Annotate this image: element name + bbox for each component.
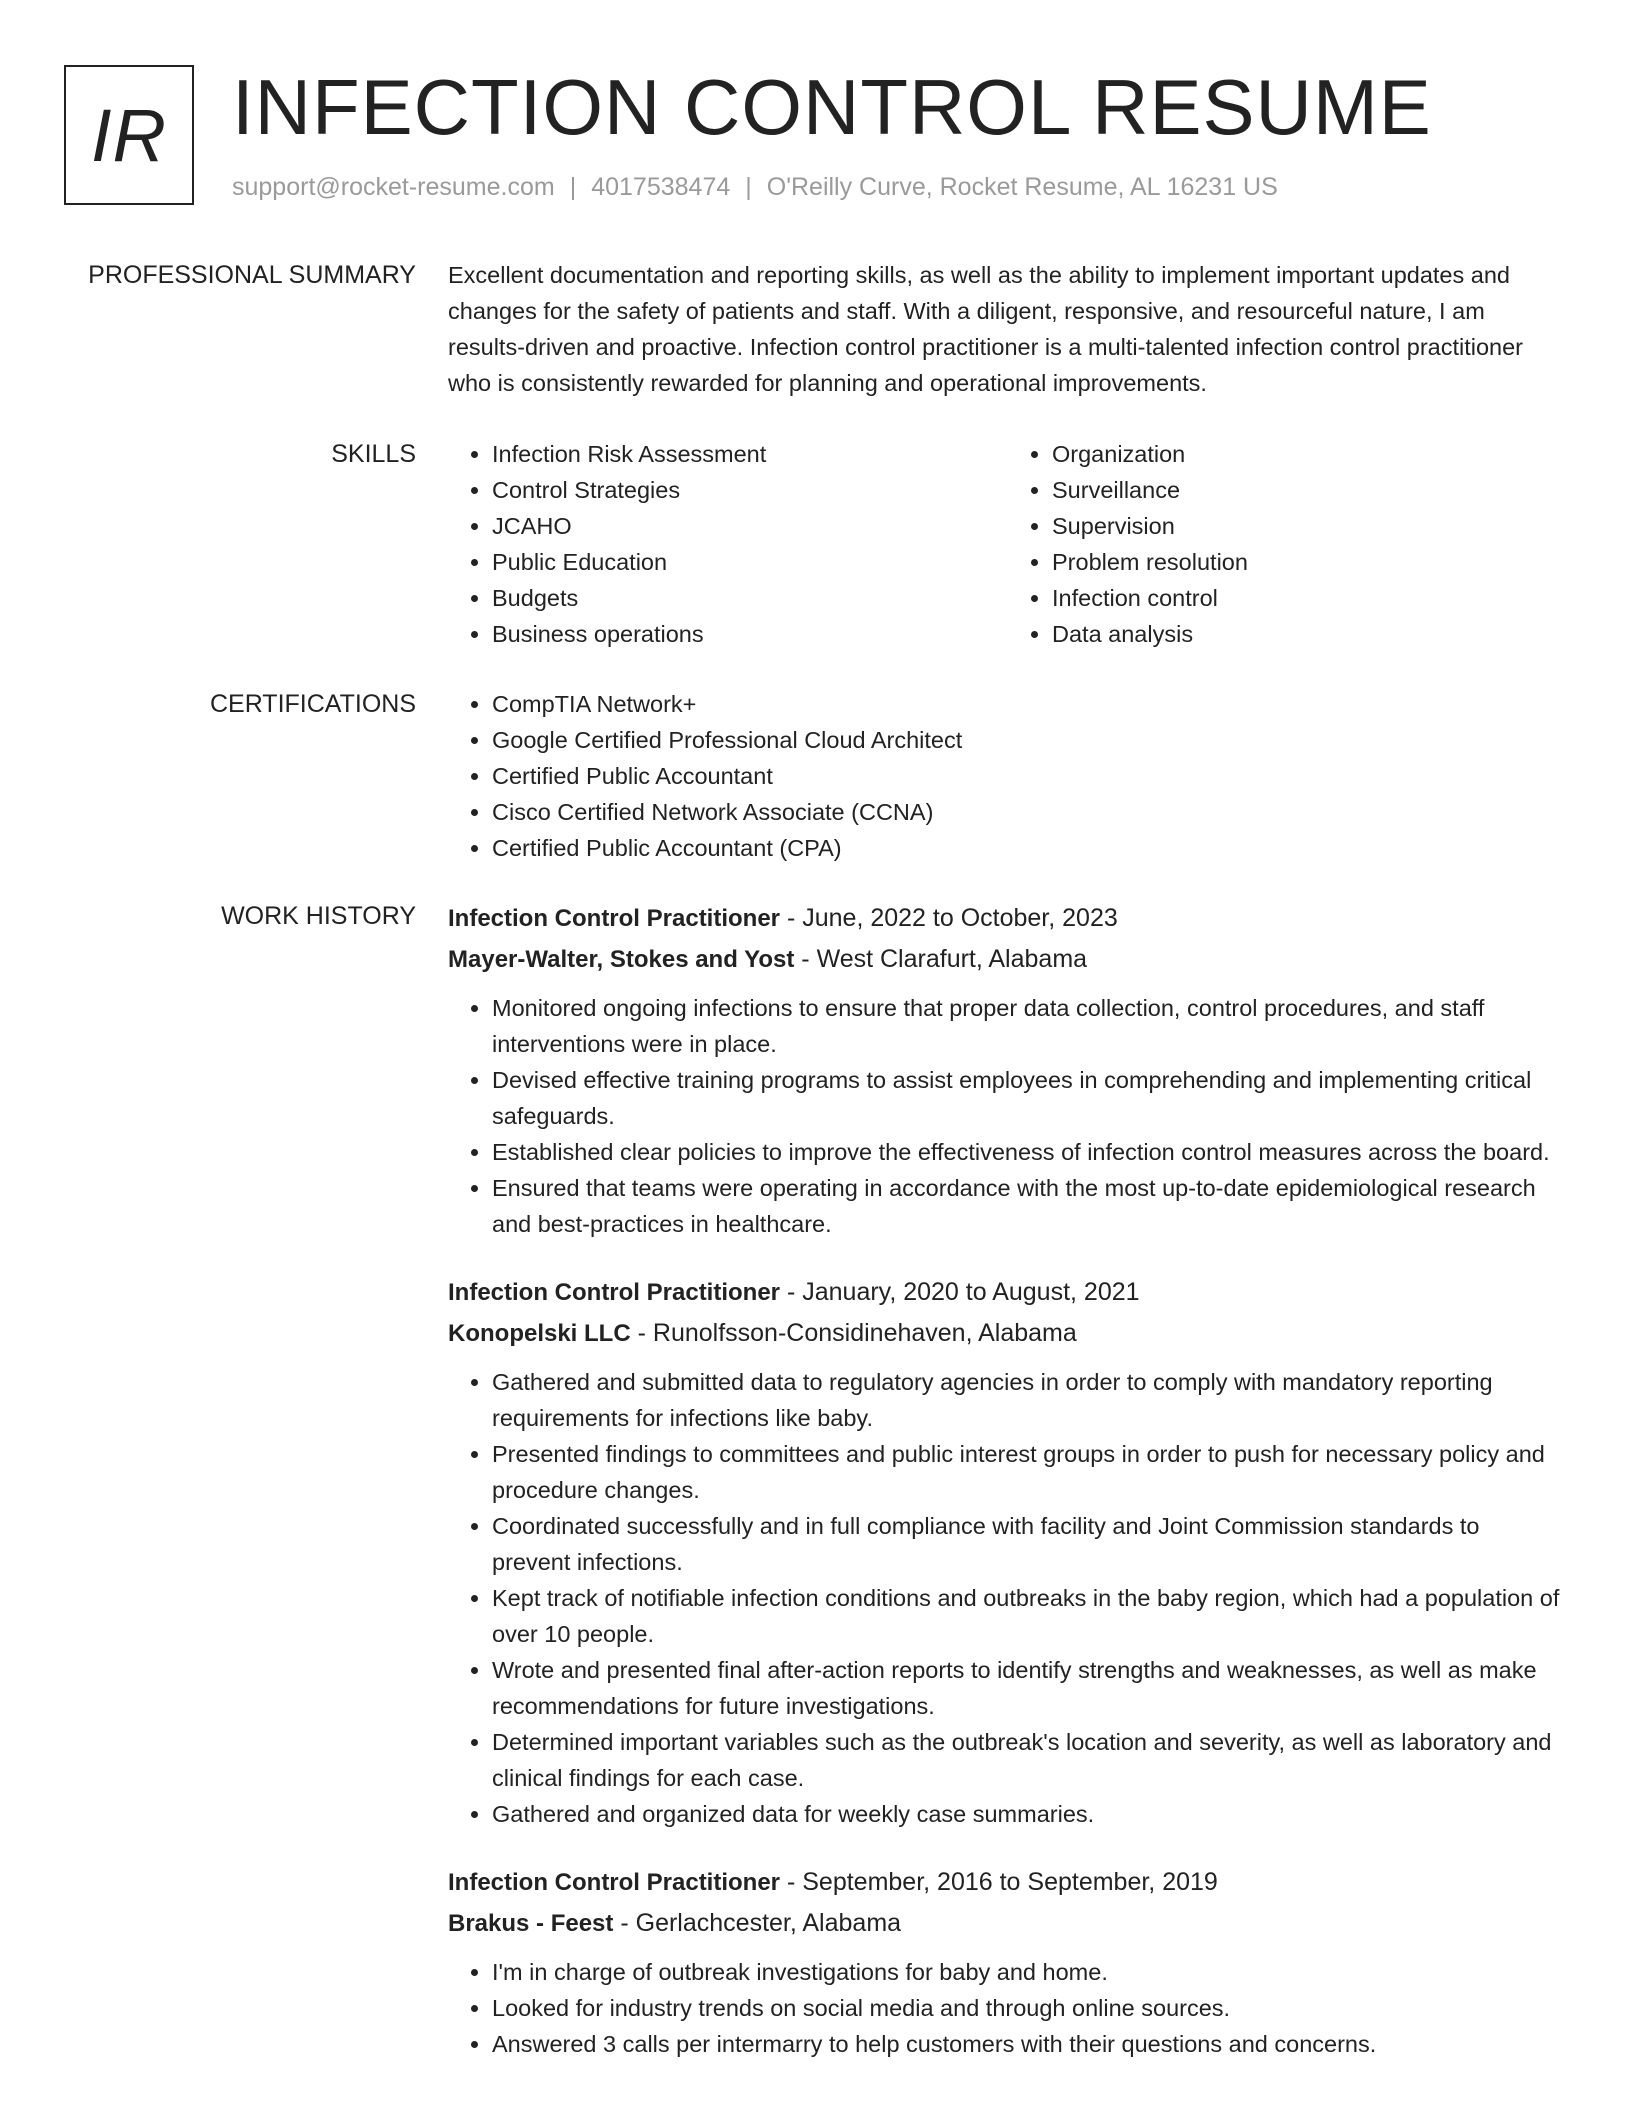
certification-item: • Certified Public Accountant — [492, 758, 1564, 794]
job-bullet: • Gathered and submitted data to regulatory agencies in order to comply with mandatory reporting requirements for infections like baby. — [492, 1364, 1564, 1436]
certifications-list — [448, 686, 1564, 866]
job-location: Runolfsson-Considinehaven, Alabama — [652, 1319, 1077, 1347]
job-company-line: Mayer-Walter, Stokes and Yost - West Clarafurt, Alabama — [448, 945, 1088, 973]
job-company-line: Konopelski LLC - Runolfsson-Considinehaven, Alabama — [448, 1319, 1077, 1347]
job-entry — [448, 1272, 1564, 1832]
contact-email[interactable]: support@rocket-resume.com — [232, 173, 555, 201]
work-history-section — [64, 898, 1564, 2092]
skill-item: • Organization — [1052, 436, 1568, 472]
job-bullet: • Ensured that teams were operating in accordance with the most up-to-date epidemiological research and best-practices in healthcare. — [492, 1170, 1564, 1242]
skill-item: • Supervision — [1052, 508, 1568, 544]
job-bullets — [448, 1364, 1564, 1832]
section-label-skills: SKILLS — [331, 440, 416, 468]
job-bullets — [448, 990, 1564, 1242]
skill-item: • Budgets — [492, 580, 1008, 616]
skill-item: • Infection Risk Assessment — [492, 436, 1008, 472]
job-dates: June, 2022 to October, 2023 — [802, 904, 1118, 932]
job-bullet: • Coordinated successfully and in full compliance with facility and Joint Commission standards to prevent infections. — [492, 1508, 1564, 1580]
certifications-content — [448, 686, 1564, 866]
job-bullet: • Kept track of notifiable infection conditions and outbreaks in the baby region, which had a population of over 10 people. — [492, 1580, 1564, 1652]
job-bullet: • Wrote and presented final after-action reports to identify strengths and weaknesses, as well as make recommendations for future investigations. — [492, 1652, 1564, 1724]
job-entry — [448, 1862, 1564, 2062]
job-bullets — [448, 1954, 1564, 2062]
job-bullet: • Looked for industry trends on social media and through online sources. — [492, 1990, 1564, 2026]
job-location: West Clarafurt, Alabama — [816, 945, 1088, 973]
section-label-work-history: WORK HISTORY — [221, 902, 416, 930]
job-title-line: Infection Control Practitioner - September, 2016 to September, 2019 — [448, 1868, 1218, 1896]
skills-columns — [448, 436, 1568, 652]
certification-item: • Cisco Certified Network Associate (CCNA) — [492, 794, 1564, 830]
contact-address: O'Reilly Curve, Rocket Resume, AL 16231 US — [766, 173, 1278, 201]
section-label-summary: PROFESSIONAL SUMMARY — [88, 261, 416, 289]
job-company: Mayer-Walter, Stokes and Yost — [448, 946, 795, 973]
job-bullet: • Devised effective training programs to assist employees in comprehending and implementing critical safeguards. — [492, 1062, 1564, 1134]
summary-content — [448, 257, 1564, 401]
summary-section — [64, 257, 1564, 401]
contact-line — [232, 173, 1278, 202]
skills-list-right — [1008, 436, 1568, 652]
contact-separator: | — [745, 173, 752, 201]
monogram-logo: IR — [64, 65, 194, 205]
job-title: Infection Control Practitioner — [448, 1869, 781, 1896]
job-dates: January, 2020 to August, 2021 — [802, 1278, 1140, 1306]
section-label-certifications: CERTIFICATIONS — [209, 690, 416, 718]
job-title-line: Infection Control Practitioner - June, 2022 to October, 2023 — [448, 904, 1118, 932]
job-bullet: • I'm in charge of outbreak investigations for baby and home. — [492, 1954, 1564, 1990]
contact-phone[interactable]: 4017538474 — [591, 173, 731, 201]
skills-list-left — [448, 436, 1008, 652]
work-history-content — [448, 898, 1564, 2092]
job-company: Konopelski LLC — [448, 1320, 631, 1347]
contact-separator: | — [569, 173, 577, 201]
certification-item: • CompTIA Network+ — [492, 686, 1564, 722]
job-bullet: • Presented findings to committees and public interest groups in order to push for necessary policy and procedure changes. — [492, 1436, 1564, 1508]
skill-item: • Business operations — [492, 616, 1008, 652]
skills-content — [448, 436, 1568, 652]
job-company-line: Brakus - Feest - Gerlachcester, Alabama — [448, 1909, 902, 1937]
job-bullet: • Answered 3 calls per intermarry to help customers with their questions and concerns. — [492, 2026, 1564, 2062]
job-entry — [448, 898, 1564, 1242]
job-title: Infection Control Practitioner — [448, 1279, 781, 1306]
resume-header — [64, 65, 1584, 210]
job-location: Gerlachcester, Alabama — [635, 1909, 902, 1937]
job-title: Infection Control Practitioner — [448, 905, 781, 932]
skills-section — [64, 436, 1564, 652]
job-company: Brakus - Feest — [448, 1910, 614, 1937]
skill-item: • Public Education — [492, 544, 1008, 580]
certification-item: • Certified Public Accountant (CPA) — [492, 830, 1564, 866]
skill-item: • Control Strategies — [492, 472, 1008, 508]
resume-title: INFECTION CONTROL RESUME — [232, 63, 1432, 151]
job-bullet: • Determined important variables such as the outbreak's location and severity, as well as laboratory and clinical findings for each case. — [492, 1724, 1564, 1796]
skill-item: • JCAHO — [492, 508, 1008, 544]
skill-item: • Infection control — [1052, 580, 1568, 616]
job-bullet: • Gathered and organized data for weekly case summaries. — [492, 1796, 1564, 1832]
skill-item: • Problem resolution — [1052, 544, 1568, 580]
certifications-section — [64, 686, 1564, 866]
skill-item: • Surveillance — [1052, 472, 1568, 508]
certification-item: • Google Certified Professional Cloud Architect — [492, 722, 1564, 758]
job-bullet: • Monitored ongoing infections to ensure that proper data collection, control procedures, and staff interventions were in place. — [492, 990, 1564, 1062]
skill-item: • Data analysis — [1052, 616, 1568, 652]
summary-text: Excellent documentation and reporting skills, as well as the ability to implement important updates and changes for the safety of patients and staff. With a diligent, responsive, and resourceful nature, I am results-driven and proactive. Infection control practitioner is a multi-talented infection control practitioner who is consistently rewarded for planning and operational improvements. — [448, 262, 1523, 396]
job-title-line: Infection Control Practitioner - January, 2020 to August, 2021 — [448, 1278, 1140, 1306]
job-bullet: • Established clear policies to improve the effectiveness of infection control measures across the board. — [492, 1134, 1564, 1170]
job-dates: September, 2016 to September, 2019 — [802, 1868, 1218, 1896]
